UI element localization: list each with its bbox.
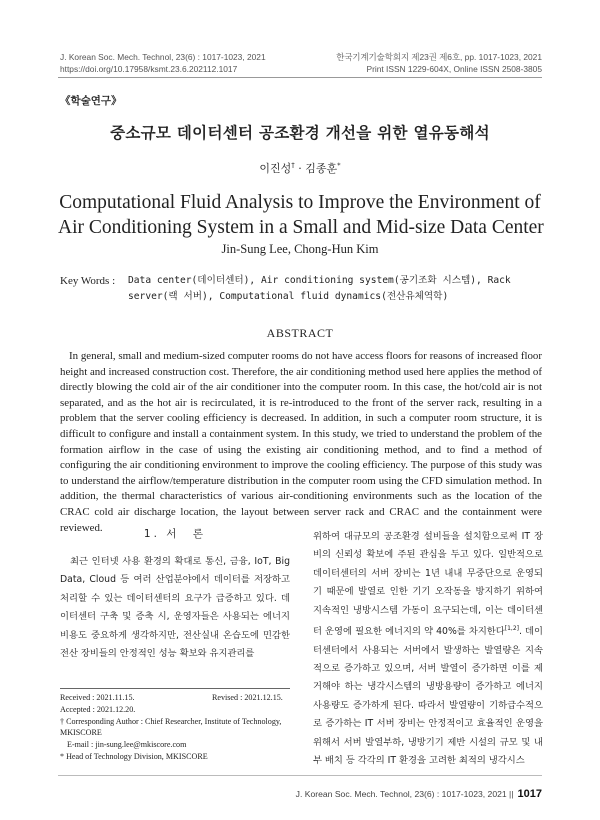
intro-paragraph-left: 최근 인터넷 사용 환경의 확대로 통신, 금융, IoT, Big Data, Cloud 등 여러 산업분야에서 데이터를 저장하고 처리할 수 있는 데이터센터의 요구가 급증하고 있다. 데이터센터 구축 및 증축 시, 운영자들은 사용되는 에너지 비용도 중요하게 생각하지만, 전산실내 온습도에 민감한 전산 장비들의 안정적인 성능 확보와 유지관리를 — [60, 556, 290, 660]
coauthor-affiliation-note: * Head of Technology Division, MKISCORE — [60, 752, 208, 761]
page-footer — [296, 788, 542, 800]
paper-title-en-line-2: Air Conditioning System in a Small and Mid-size Data Center — [58, 217, 544, 238]
corresponding-mark: † — [291, 161, 295, 170]
footer-citation: J. Korean Soc. Mech. Technol, 23(6) : 1017-1023, 2021 || — [295, 789, 514, 799]
section-tag: 《학술연구》 — [60, 95, 122, 107]
doi-link[interactable]: https://doi.org/10.17958/ksmt.23.6.202112.1017 — [60, 64, 238, 74]
citation-ref: [1,2] — [504, 625, 519, 633]
paper-title-en — [58, 190, 542, 240]
introduction-heading: 1. 서 론 — [143, 528, 207, 540]
left-column — [60, 526, 290, 663]
author-1-ko: 이진성 — [259, 162, 292, 175]
accepted-date: Accepted : 2021.12.20. — [60, 705, 136, 714]
corresponding-author-note: † Corresponding Author : Chief Researcher, Institute of Technology, MKISCORE — [60, 717, 282, 737]
intro-right-text-a: 위하여 대규모의 공조환경 설비들을 설치함으로써 IT 장비의 신뢰성 확보에 주된 관심을 두고 있다. 일반적으로 데이터센터의 서버 장비는 1년 내내 무중단으로 운영되기 때문에 발열로 인한 기기 오작동을 방지하기 위하여 지속적인 냉방시스템 가동이 요구되는데, 이는 데이터센터 운영에 필요한 에너지의 약 40%를 차지한다 — [313, 531, 543, 638]
journal-citation-header: J. Korean Soc. Mech. Technol, 23(6) : 1017-1023, 2021 — [60, 52, 266, 62]
keywords-text: Data center(데이터센터), Air conditioning system(공기조화 시스템), Rack server(랙 서버), Computational fluid dynamics(전산유체역학) — [128, 275, 511, 302]
keywords-label: Key Words : — [60, 275, 116, 287]
footnote-divider — [60, 688, 290, 689]
paper-title-en-line-1: Computational Fluid Analysis to Improve the Environment of — [59, 192, 541, 213]
authors-ko — [58, 160, 542, 176]
intro-right-text-b: . 데이터센터에서 사용되는 서버에서 발생하는 발열량은 지속적으로 증가하고 있으며, 서버 발열이 증가하면 이를 제거해야 하는 냉각시스템의 냉방용량이 증가하고 에너지 사용량도 증가하게 된다. 따라서 발열량이 기하급수적으로 증가하는 IT 서버 장비는 안정적이고 효율적인 운영을 위해서 서버 발열부하, 냉방기기 제반 시설의 규모 및 내부 배치 등 각각의 IT 환경을 고려한 최적의 냉각시스 — [313, 626, 543, 766]
intro-paragraph-right — [313, 528, 543, 770]
affiliation-mark: * — [337, 161, 341, 170]
received-date: Received : 2021.11.15. — [60, 693, 135, 702]
abstract-body: In general, small and medium-sized computer rooms do not have access floors for reasons of increased floor height and increased construction cost. Therefore, the air conditioning method used here applies the method of directly blowing the cold air of the air conditioner into the computer room. In this case, the hot/cold air is not separated, and as the hot air is recirculated, it is re-introduced to the front of the server rack, resulting in a problem that the server cooling efficiency is decreased. In addition, in such a computer room structure, it is difficult to configure and install a containment system. In this study, we tried to understand the problem of the formation airflow in the case of using the existing air conditioning method, and to find a method of configuring the air conditioning environment to improve the cooling efficiency. The purpose of this study was to understand the airflow/temperature distribution in the computer room using the CFD simulation method. In addition, the thermal characteristics of various air-conditioning environments such as the location of the CRAC cold air discharge location, the layout between server rack and CRAC and the containment were reviewed. — [60, 350, 542, 534]
journal-citation-header-ko: 한국기계기술학회지 제23권 제6호, pp. 1017-1023, 2021 — [336, 52, 542, 62]
received-date-row — [60, 692, 292, 703]
author-separator: · — [294, 162, 306, 175]
right-column — [313, 528, 543, 770]
footer-divider — [58, 775, 542, 776]
abstract-heading: ABSTRACT — [266, 326, 334, 340]
author-email[interactable]: E-mail : jin-sung.lee@mkiscore.com — [67, 740, 187, 749]
authors-en: Jin-Sung Lee, Chong-Hun Kim — [221, 242, 379, 256]
paper-title-ko: 중소규모 데이터센터 공조환경 개선을 위한 열유동해석 — [110, 124, 490, 142]
page-number: 1017 — [517, 788, 542, 800]
author-2-ko: 김종훈 — [305, 162, 338, 175]
issn-line: Print ISSN 1229-604X, Online ISSN 2508-3805 — [366, 64, 542, 74]
header-divider — [58, 77, 542, 78]
revised-date: Revised : 2021.12.15. — [212, 693, 283, 702]
